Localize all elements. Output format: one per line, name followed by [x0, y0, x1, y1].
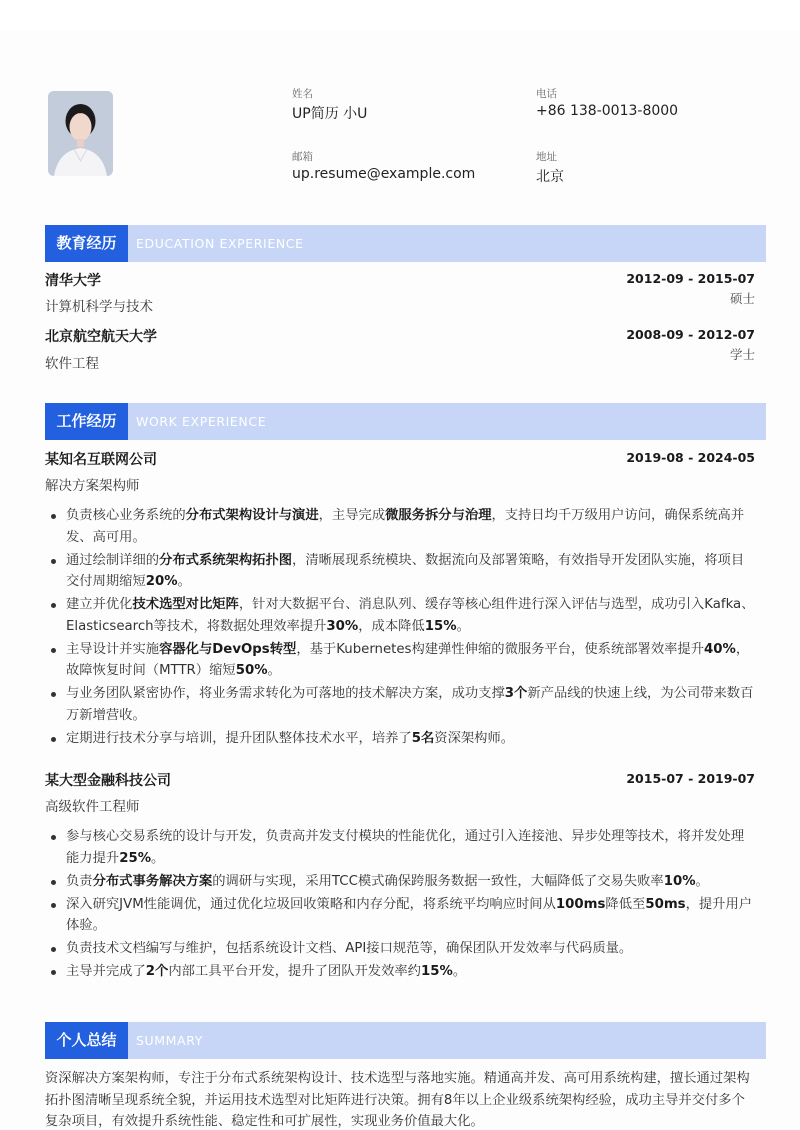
work-role: 解决方案架构师 — [45, 478, 140, 494]
profile-photo — [48, 91, 113, 176]
bullet-item: 定期进行技术分享与培训，提升团队整体技术水平，培养了5名资深架构师。 — [45, 728, 757, 750]
bullet-item: 通过绘制详细的分布式系统架构拓扑图，清晰展现系统模块、数据流向及部署策略，有效指导开发团队实施，将项目交付周期缩短20%。 — [45, 550, 757, 593]
work-dates: 2019-08 - 2024-05 — [626, 450, 755, 465]
name-value: UP简历 小U — [292, 106, 368, 122]
bullet-item: 参与核心交易系统的设计与开发，负责高并发支付模块的性能优化，通过引入连接池、异步处理等技术，将并发处理能力提升25%。 — [45, 826, 757, 869]
work-company: 某知名互联网公司 — [45, 452, 157, 468]
work-company: 某大型金融科技公司 — [45, 773, 171, 789]
address-label: 地址 — [536, 151, 557, 163]
work-title-cn: 工作经历 — [45, 403, 128, 440]
summary-title-cn: 个人总结 — [45, 1022, 128, 1059]
summary-text: 资深解决方案架构师，专注于分布式系统架构设计、技术选型与落地实施。精通高并发、高可用系统构建，擅长通过架构拓扑图清晰呈现系统全貌，并运用技术选型对比矩阵进行决策。拥有8年以上企业级系统架构经验，成功主导并交付多个复杂项目，有效提升系统性能、稳定性和可扩展性，实现业务价值最大化。 — [45, 1071, 750, 1129]
education-dates: 2012-09 - 2015-07 — [626, 271, 755, 286]
bullet-item: 与业务团队紧密协作，将业务需求转化为可落地的技术解决方案，成功支撑3个新产品线的快速上线，为公司带来数百万新增营收。 — [45, 683, 757, 726]
education-dates: 2008-09 - 2012-07 — [626, 327, 755, 342]
education-major: 计算机科学与技术 — [45, 299, 153, 315]
bullet-item: 负责技术文档编写与维护，包括系统设计文档、API接口规范等，确保团队开发效率与代码质量。 — [45, 938, 757, 960]
education-degree: 硕士 — [729, 291, 755, 306]
education-school: 北京航空航天大学 — [45, 329, 157, 345]
bullet-item: 主导并完成了2个内部工具平台开发，提升了团队开发效率约15%。 — [45, 961, 757, 983]
work-role: 高级软件工程师 — [45, 799, 140, 815]
summary-title-en: SUMMARY — [136, 1033, 203, 1048]
phone-value: +86 138-0013-8000 — [536, 103, 679, 119]
email-value: up.resume@example.com — [292, 166, 476, 182]
work-bullets — [45, 826, 757, 984]
portrait-icon — [48, 91, 113, 176]
bullet-item: 负责核心业务系统的分布式架构设计与演进，主导完成微服务拆分与治理，支持日均千万级用户访问，确保系统高并发、高可用。 — [45, 505, 757, 548]
bullet-item: 建立并优化技术选型对比矩阵，针对大数据平台、消息队列、缓存等核心组件进行深入评估与选型，成功引入Kafka、Elasticsearch等技术，将数据处理效率提升30%，成本降低15%。 — [45, 594, 757, 637]
work-title-en: WORK EXPERIENCE — [136, 414, 267, 429]
address-value: 北京 — [536, 169, 564, 185]
phone-label: 电话 — [536, 88, 557, 100]
bullet-item: 主导设计并实施容器化与DevOps转型，基于Kubernetes构建弹性伸缩的微服务平台，使系统部署效率提升40%，故障恢复时间（MTTR）缩短50%。 — [45, 639, 757, 682]
education-title-en: EDUCATION EXPERIENCE — [136, 236, 304, 251]
work-bullets — [45, 505, 757, 751]
name-label: 姓名 — [292, 88, 313, 100]
bullet-item: 深入研究JVM性能调优，通过优化垃圾回收策略和内存分配，将系统平均响应时间从100ms降低至50ms，提升用户体验。 — [45, 894, 757, 937]
bullet-item: 负责分布式事务解决方案的调研与实现，采用TCC模式确保跨服务数据一致性，大幅降低了交易失败率10%。 — [45, 871, 757, 893]
education-school: 清华大学 — [45, 273, 101, 289]
education-title-cn: 教育经历 — [45, 225, 128, 262]
work-dates: 2015-07 - 2019-07 — [626, 771, 755, 786]
work-section-header — [45, 403, 766, 440]
education-major: 软件工程 — [45, 356, 99, 372]
email-label: 邮箱 — [292, 151, 313, 163]
summary-section-header — [45, 1022, 766, 1059]
page-top-margin — [0, 0, 800, 30]
education-degree: 学士 — [729, 347, 755, 362]
education-section-header — [45, 225, 766, 262]
